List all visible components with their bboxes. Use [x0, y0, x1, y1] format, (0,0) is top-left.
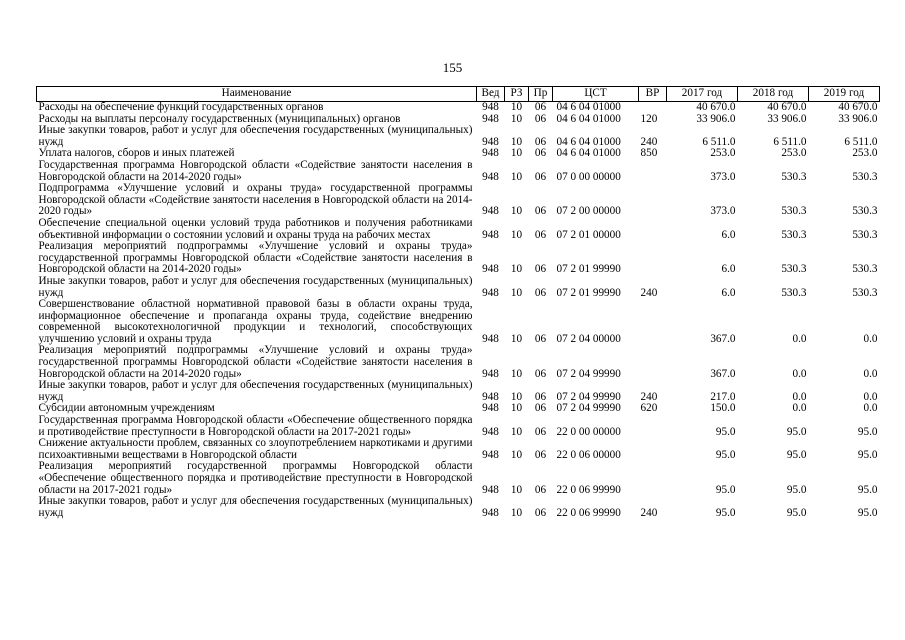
row-ved: 948	[482, 448, 499, 461]
header-name: Наименование	[37, 87, 477, 102]
table-row	[37, 102, 880, 114]
row-2018: 530.3	[781, 170, 807, 183]
table-row	[37, 461, 880, 496]
row-name: Снижение актуальности проблем, связанных со злоупотреблением наркотиками и другими психоактивными веществами в Новгородской области	[38, 437, 473, 461]
row-pr: 06	[534, 112, 547, 125]
row-vr: 850	[640, 147, 658, 160]
row-cst: 07 2 00 00000	[556, 205, 621, 218]
row-vr	[639, 461, 667, 496]
row-2018: 95.0	[786, 425, 807, 438]
row-ved: 948	[482, 402, 499, 415]
row-rz: 10	[510, 205, 523, 218]
row-pr: 06	[534, 390, 547, 403]
row-vr	[639, 218, 667, 241]
row-2019: 530.3	[852, 286, 878, 299]
row-name: Реализация мероприятий подпрограммы «Улучшение условий и охраны труда» государственной программы Новгородской области «Содействие занятости населения в Новгородской области на 2014-2020 годы»	[38, 240, 473, 276]
row-vr	[639, 438, 667, 461]
table-row	[37, 299, 880, 345]
row-cst: 07 2 04 99990	[556, 367, 621, 380]
row-rz: 10	[510, 483, 523, 496]
row-2018: 0.0	[792, 390, 807, 403]
row-name: Уплата налогов, сборов и иных платежей	[38, 147, 235, 160]
row-rz: 10	[510, 147, 523, 160]
row-name: Иные закупки товаров, работ и услуг для обеспечения государственных (муниципальных) нужд	[38, 379, 473, 403]
row-ved: 948	[482, 425, 499, 438]
row-2017: 95.0	[715, 425, 736, 438]
row-2018: 0.0	[792, 367, 807, 380]
row-2019: 530.3	[852, 263, 878, 276]
row-2017: 40 670.0	[696, 101, 736, 113]
row-rz: 10	[510, 135, 523, 148]
row-pr: 06	[534, 506, 547, 519]
row-cst: 22 0 00 00000	[556, 425, 621, 438]
row-2017: 367.0	[710, 332, 736, 345]
row-2017: 373.0	[710, 170, 736, 183]
row-2017: 33 906.0	[696, 112, 736, 125]
row-pr: 06	[534, 483, 547, 496]
row-cst: 22 0 06 00000	[556, 448, 621, 461]
row-name: Иные закупки товаров, работ и услуг для обеспечения государственных (муниципальных) нужд	[38, 274, 473, 299]
row-cst: 07 0 00 00000	[556, 170, 621, 183]
row-2018: 530.3	[781, 263, 807, 276]
row-2019: 40 670.0	[838, 101, 878, 113]
row-2018: 95.0	[786, 506, 807, 519]
row-vr: 240	[640, 135, 658, 148]
row-2017: 6.0	[721, 263, 736, 276]
row-vr	[639, 345, 667, 380]
row-vr	[639, 102, 667, 114]
row-rz: 10	[510, 170, 523, 183]
row-2017: 253.0	[710, 147, 736, 160]
row-2017: 6 511.0	[702, 135, 736, 148]
row-name: Подпрограмма «Улучшение условий и охраны труда» государственной программы Новгородской области «Содействие занятости населения в Новгородской области на 2014-2020 годы»	[38, 182, 473, 218]
row-2019: 0.0	[863, 390, 878, 403]
row-name: Иные закупки товаров, работ и услуг для обеспечения государственных (муниципальных) нужд	[38, 495, 473, 519]
row-rz: 10	[510, 332, 523, 345]
budget-table	[36, 86, 880, 519]
row-name: Государственная программа Новгородской области «Обеспечение общественного порядка и противодействие преступности в Новгородской области на 2017-2021 годы»	[38, 414, 473, 438]
table-row	[37, 345, 880, 380]
row-2019: 95.0	[857, 448, 878, 461]
header-2019: 2019 год	[809, 87, 880, 102]
row-vr	[639, 183, 667, 218]
row-2018: 40 670.0	[767, 101, 807, 113]
row-name: Обеспечение специальной оценки условий труда работников и получения работниками объективной информации о состоянии условий и охраны труда на рабочих местах	[38, 216, 473, 241]
row-vr: 240	[640, 506, 658, 519]
row-name: Реализация мероприятий подпрограммы «Улучшение условий и охраны труда» государственной программы Новгородской области «Содействие занятости населения в Новгородской области на 2014-2020 годы»	[38, 344, 473, 380]
row-2019: 530.3	[852, 170, 878, 183]
row-2017: 367.0	[710, 367, 736, 380]
row-rz: 10	[510, 286, 523, 299]
row-2019: 0.0	[863, 332, 878, 345]
row-rz: 10	[510, 367, 523, 380]
row-rz: 10	[510, 402, 523, 415]
row-pr: 06	[534, 367, 547, 380]
row-name: Расходы на выплаты персоналу государственных (муниципальных) органов	[38, 112, 401, 125]
row-cst: 22 0 06 99990	[556, 506, 621, 519]
row-cst: 04 6 04 01000	[556, 101, 621, 113]
row-2019: 95.0	[857, 483, 878, 496]
row-rz: 10	[510, 112, 523, 125]
header-rz: РЗ	[505, 87, 529, 102]
row-ved: 948	[482, 228, 499, 241]
table-row	[37, 438, 880, 461]
row-2017: 6.0	[721, 228, 736, 241]
row-ved: 948	[482, 286, 499, 299]
row-pr: 06	[534, 170, 547, 183]
table-row	[37, 496, 880, 519]
row-2017: 217.0	[710, 390, 736, 403]
header-pr: Пр	[529, 87, 553, 102]
row-2019: 530.3	[852, 205, 878, 218]
row-pr: 06	[534, 135, 547, 148]
row-cst: 04 6 04 01000	[556, 135, 621, 148]
table-row	[37, 160, 880, 183]
row-2018: 530.3	[781, 286, 807, 299]
row-vr: 240	[640, 286, 658, 299]
table-row	[37, 415, 880, 438]
row-2019: 95.0	[857, 425, 878, 438]
row-rz: 10	[510, 390, 523, 403]
row-rz: 10	[510, 506, 523, 519]
row-ved: 948	[482, 147, 499, 160]
row-name: Субсидии автономным учреждениям	[38, 402, 215, 415]
row-cst: 04 6 04 01000	[556, 147, 621, 160]
row-2019: 0.0	[863, 367, 878, 380]
table-row	[37, 380, 880, 403]
row-cst: 07 2 01 99990	[556, 263, 621, 276]
row-ved: 948	[482, 170, 499, 183]
table-row	[37, 276, 880, 299]
row-2019: 6 511.0	[844, 135, 878, 148]
row-2018: 530.3	[781, 205, 807, 218]
row-pr: 06	[534, 402, 547, 415]
row-ved: 948	[482, 205, 499, 218]
row-2019: 95.0	[857, 506, 878, 519]
row-vr: 240	[640, 390, 658, 403]
row-ved: 948	[482, 483, 499, 496]
row-name: Государственная программа Новгородской области «Содействие занятости населения в Новгородской области на 2014-2020 годы»	[38, 158, 473, 183]
row-2018: 0.0	[792, 332, 807, 345]
row-rz: 10	[510, 263, 523, 276]
row-vr	[639, 299, 667, 345]
row-ved: 948	[482, 390, 499, 403]
row-name: Реализация мероприятий государственной программы Новгородской области «Обеспечение общественного порядка и противодействие преступности в Новгородской области на 2017-2021 годы»	[38, 460, 473, 496]
table-header-row	[37, 87, 880, 102]
row-2018: 95.0	[786, 448, 807, 461]
row-2019: 253.0	[852, 147, 878, 160]
row-vr	[639, 160, 667, 183]
row-cst: 07 2 04 00000	[556, 332, 621, 345]
table-row	[37, 125, 880, 148]
page-number: 155	[442, 60, 463, 75]
row-2017: 6.0	[721, 286, 736, 299]
row-pr: 06	[534, 263, 547, 276]
row-ved: 948	[482, 135, 499, 148]
row-vr	[639, 415, 667, 438]
row-pr: 06	[534, 425, 547, 438]
row-ved: 948	[482, 112, 499, 125]
row-name: Совершенствование областной нормативной правовой базы в области охраны труда, информационное обеспечение и пропаганда охраны труда, содействие внедрению современной высокотехнологичной продукции и технологий, способствующих улучшению условий и охраны труда	[38, 298, 473, 345]
row-2018: 95.0	[786, 483, 807, 496]
row-pr: 06	[534, 332, 547, 345]
row-rz: 10	[510, 425, 523, 438]
row-cst: 07 2 01 00000	[556, 228, 621, 241]
row-2018: 530.3	[781, 228, 807, 241]
row-pr: 06	[534, 286, 547, 299]
row-vr: 620	[640, 402, 658, 415]
header-2018: 2018 год	[738, 87, 809, 102]
row-2018: 0.0	[792, 402, 807, 415]
table-row	[37, 241, 880, 276]
row-pr: 06	[534, 101, 547, 113]
header-cst: ЦСТ	[553, 87, 639, 102]
row-cst: 04 6 04 01000	[556, 112, 621, 125]
row-2017: 150.0	[710, 402, 736, 415]
row-2019: 0.0	[863, 402, 878, 415]
row-2018: 253.0	[781, 147, 807, 160]
row-2017: 95.0	[715, 448, 736, 461]
row-2019: 530.3	[852, 228, 878, 241]
row-rz: 10	[510, 228, 523, 241]
header-ved: Вед	[477, 87, 505, 102]
row-2017: 95.0	[715, 483, 736, 496]
row-vr	[639, 241, 667, 276]
row-ved: 948	[482, 506, 499, 519]
table-row	[37, 218, 880, 241]
table-row	[37, 183, 880, 218]
row-rz: 10	[510, 101, 523, 113]
row-pr: 06	[534, 147, 547, 160]
row-ved: 948	[482, 263, 499, 276]
header-vr: ВР	[639, 87, 667, 102]
row-pr: 06	[534, 228, 547, 241]
row-ved: 948	[482, 101, 499, 113]
row-ved: 948	[482, 367, 499, 380]
row-2019: 33 906.0	[838, 112, 878, 125]
row-vr: 120	[640, 112, 658, 125]
row-2017: 373.0	[710, 205, 736, 218]
row-2017: 95.0	[715, 506, 736, 519]
row-2018: 6 511.0	[773, 135, 807, 148]
header-2017: 2017 год	[667, 87, 738, 102]
row-2018: 33 906.0	[767, 112, 807, 125]
row-rz: 10	[510, 448, 523, 461]
row-cst: 07 2 04 99990	[556, 390, 621, 403]
row-pr: 06	[534, 205, 547, 218]
row-name: Расходы на обеспечение функций государственных органов	[38, 101, 324, 113]
row-ved: 948	[482, 332, 499, 345]
row-cst: 07 2 04 99990	[556, 402, 621, 415]
row-cst: 07 2 01 99990	[556, 286, 621, 299]
row-cst: 22 0 06 99990	[556, 483, 621, 496]
row-name: Иные закупки товаров, работ и услуг для обеспечения государственных (муниципальных) нужд	[38, 124, 473, 148]
row-pr: 06	[534, 448, 547, 461]
